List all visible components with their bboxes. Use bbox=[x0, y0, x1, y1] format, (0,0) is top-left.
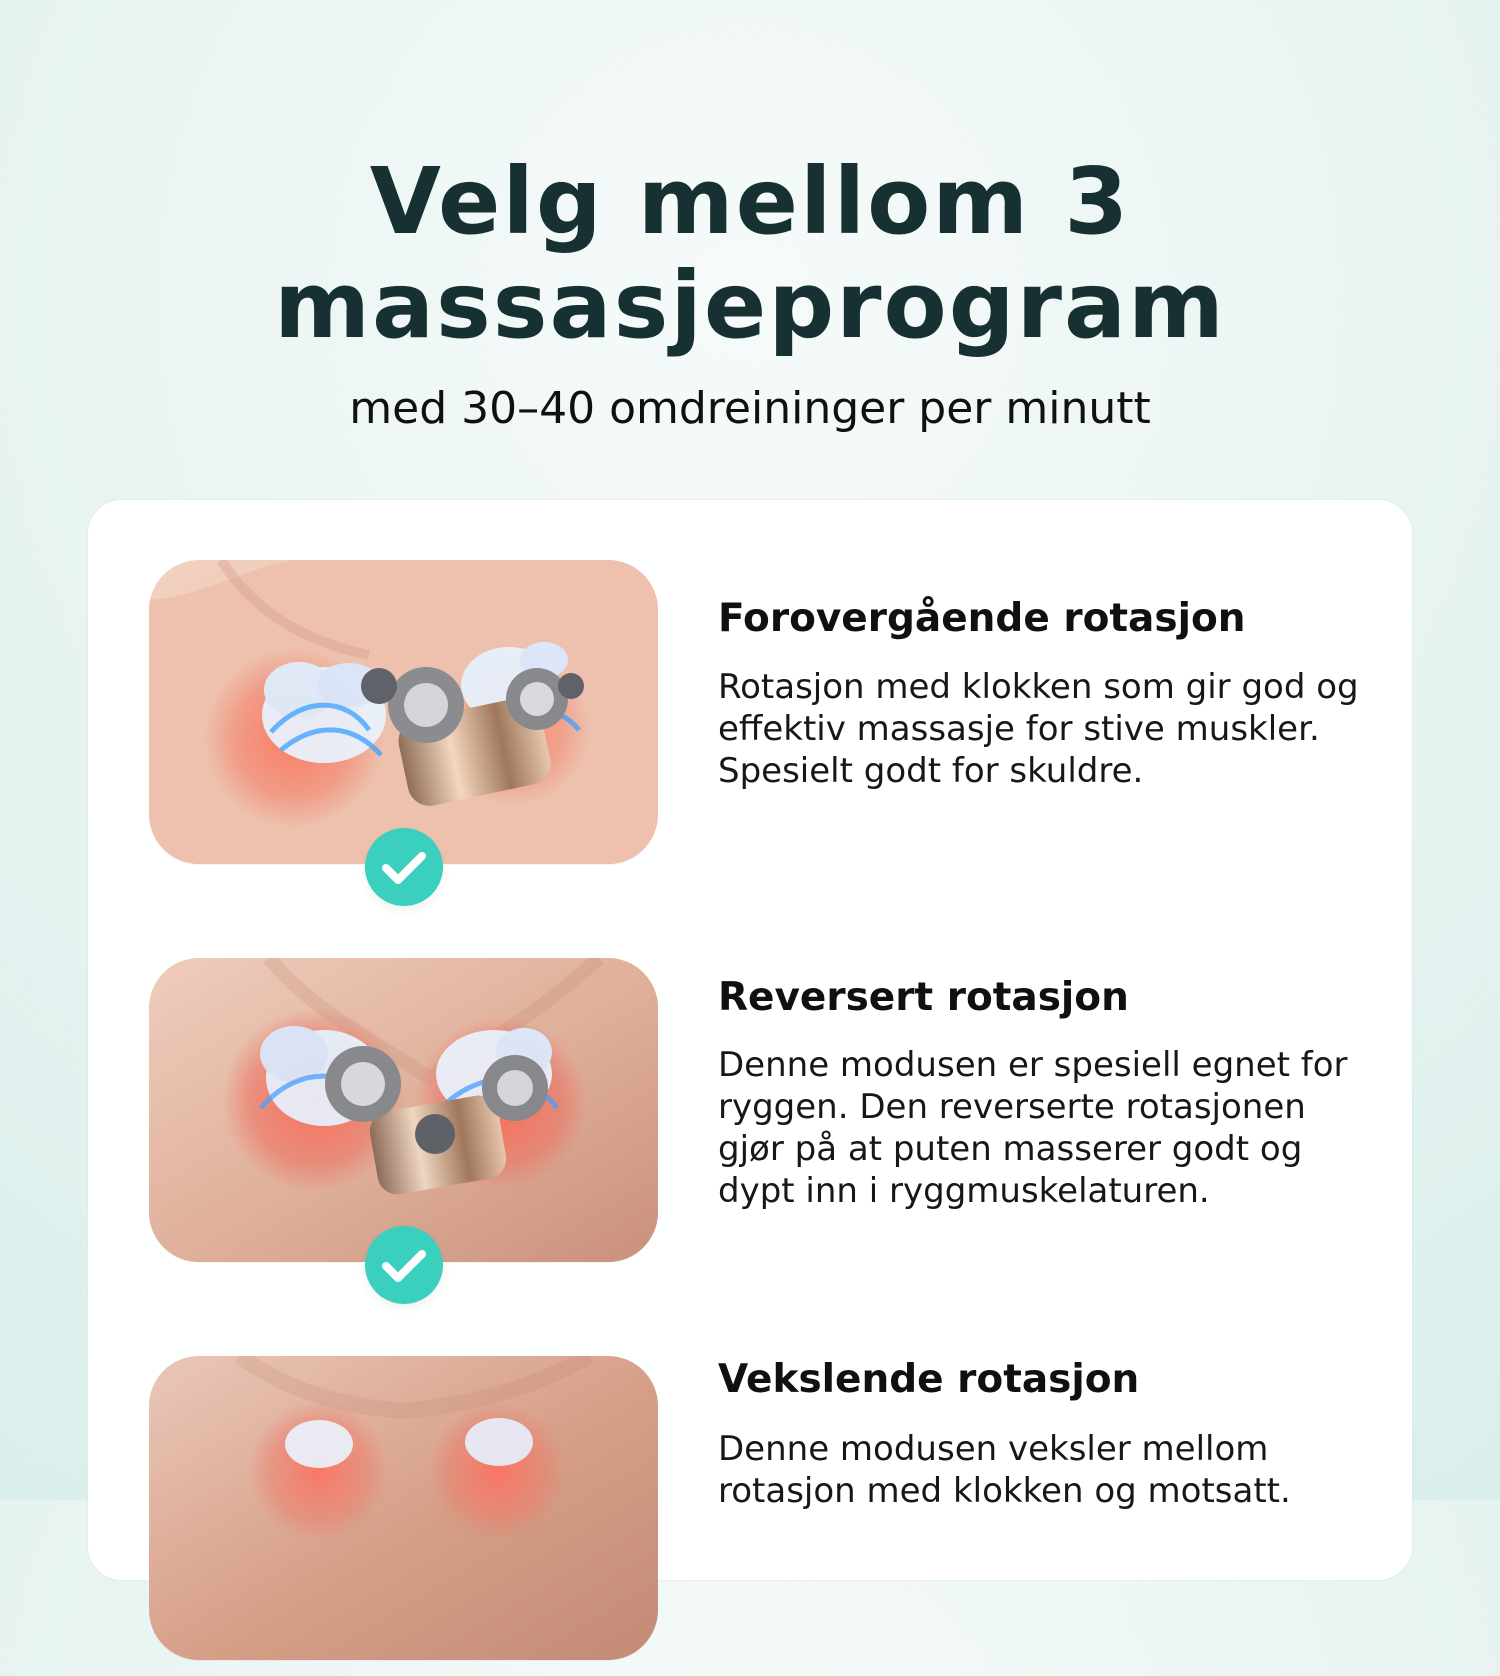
alternating-rotation-image bbox=[149, 1356, 658, 1660]
page-title-line-1: Velg mellom 3 bbox=[369, 148, 1131, 255]
feature-card bbox=[88, 500, 1412, 1580]
feature-item-reverse-rotation bbox=[88, 898, 1412, 1278]
page-title bbox=[0, 150, 1500, 358]
page-title-line-2: massasjeprogram bbox=[274, 252, 1226, 359]
reverse-rotation-image bbox=[149, 958, 658, 1262]
feature-title: Vekslende rotasjon bbox=[718, 1357, 1140, 1402]
feature-title: Forovergående rotasjon bbox=[718, 596, 1246, 641]
check-icon bbox=[365, 1226, 443, 1304]
feature-item-alternating-rotation bbox=[88, 1296, 1412, 1676]
feature-description: Denne modusen veksler mellom rotasjon med klokken og motsatt. bbox=[718, 1429, 1291, 1511]
check-icon bbox=[365, 828, 443, 906]
feature-title: Reversert rotasjon bbox=[718, 975, 1129, 1020]
forward-rotation-image bbox=[149, 560, 658, 864]
feature-description: Rotasjon med klokken som gir god og effektiv massasje for stive muskler. Spesielt godt for skuldre. bbox=[718, 667, 1359, 791]
page-subtitle: med 30–40 omdreininger per minutt bbox=[349, 383, 1151, 434]
feature-item-forward-rotation bbox=[88, 500, 1412, 880]
feature-description: Denne modusen er spesiell egnet for ryggen. Den reverserte rotasjonen gjør på at puten masserer godt og dypt inn i ryggmuskelaturen. bbox=[718, 1045, 1348, 1211]
